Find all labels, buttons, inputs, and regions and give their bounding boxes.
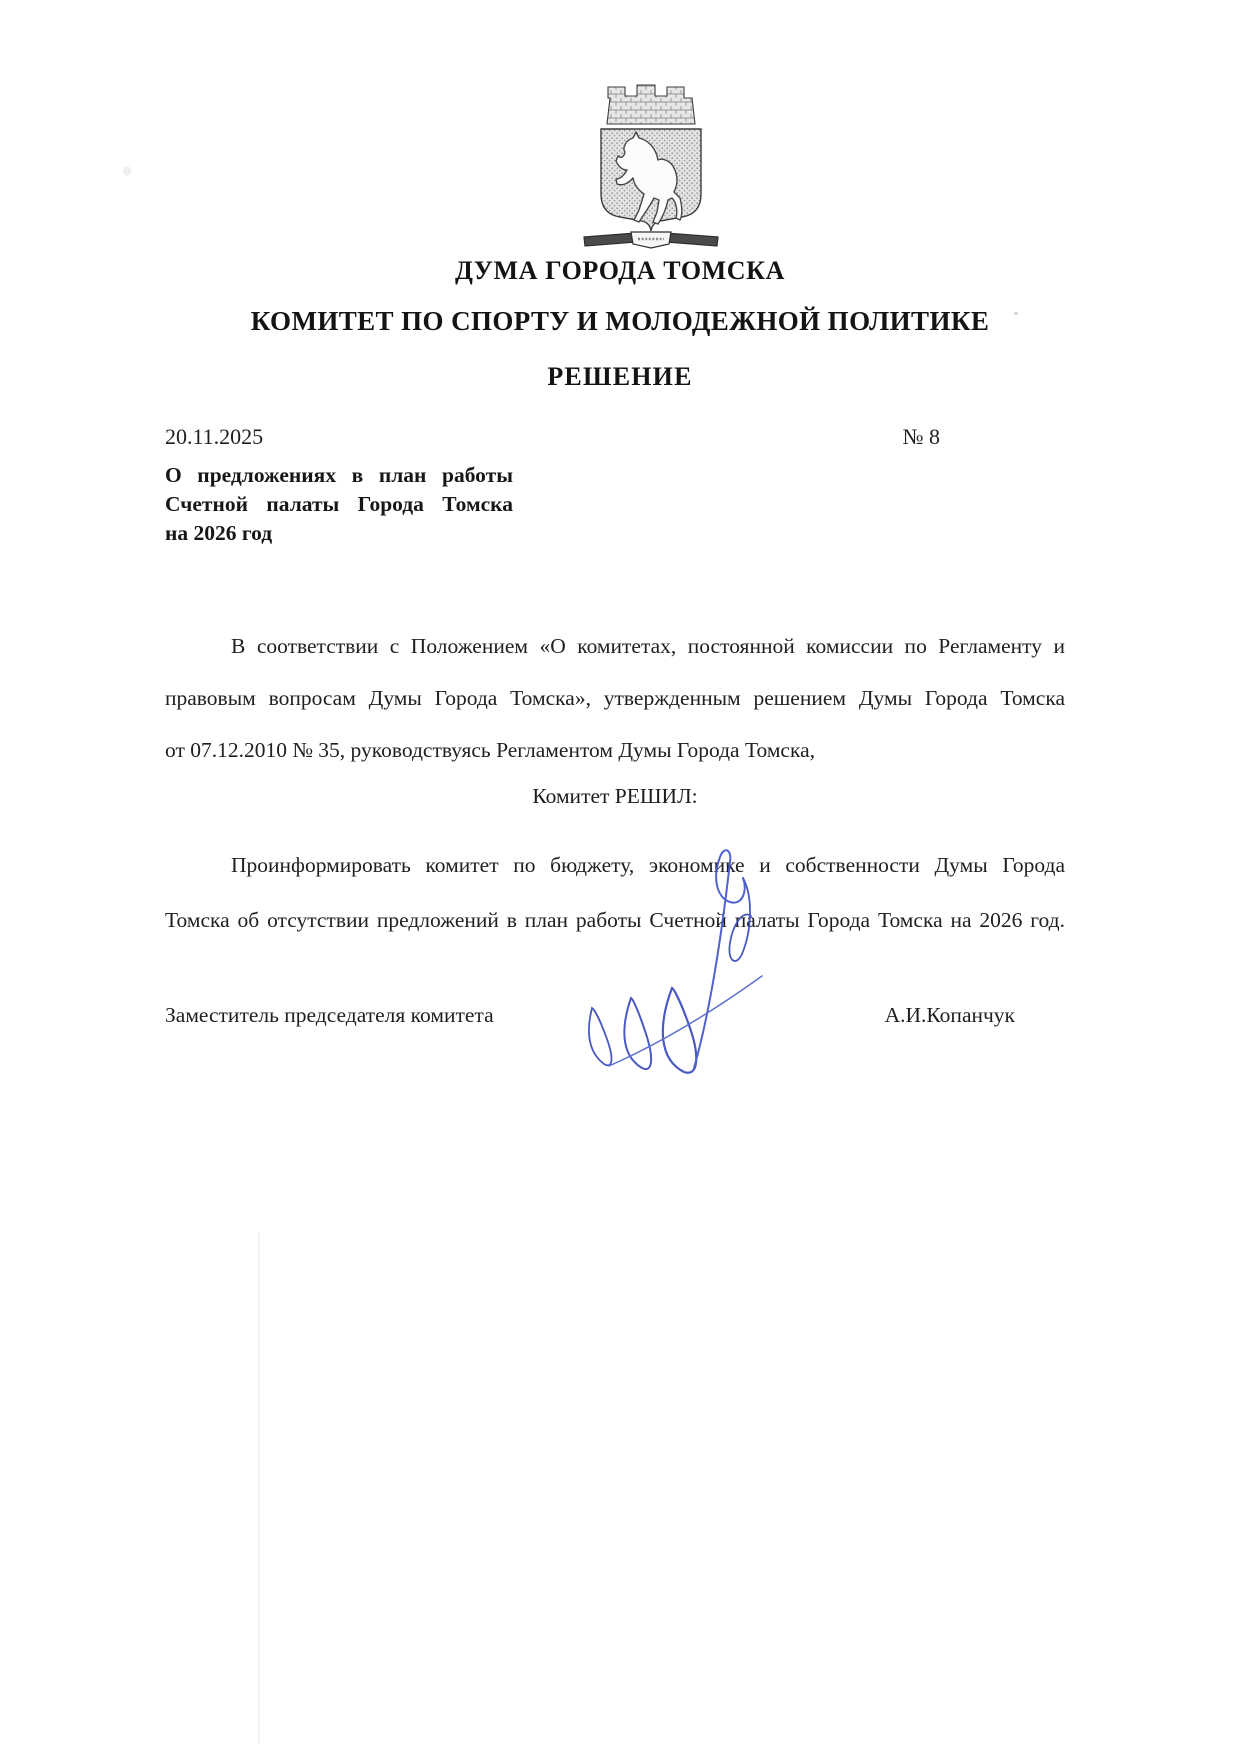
- document-number: № 8: [902, 424, 940, 449]
- scan-artifact-dot: [1014, 312, 1018, 315]
- subject-block: [165, 461, 513, 548]
- document-type-title: РЕШЕНИЕ: [547, 362, 693, 391]
- paragraph-line: правовым вопросам Думы Города Томска», утвержденным решением Думы Города Томска: [165, 686, 1065, 710]
- committee-title: КОМИТЕТ ПО СПОРТУ И МОЛОДЕЖНОЙ ПОЛИТИКЕ: [250, 306, 990, 336]
- resolution-intro: Комитет РЕШИЛ:: [532, 784, 698, 808]
- scan-artifact-line: [258, 1232, 260, 1744]
- document-date: 20.11.2025: [165, 424, 264, 449]
- body-paragraph-1: [165, 620, 1065, 776]
- tomsk-coat-of-arms-icon: [575, 82, 727, 252]
- organization-title: ДУМА ГОРОДА ТОМСКА: [454, 256, 785, 285]
- signer-position: Заместитель председателя комитета: [165, 1003, 494, 1027]
- banner-ribbon: [584, 232, 718, 248]
- mural-crown: [607, 85, 695, 124]
- paragraph-line: от 07.12.2010 № 35, руководствуясь Регламентом Думы Города Томска,: [165, 738, 816, 762]
- scan-artifact-smudge: [123, 166, 131, 176]
- handwritten-signature: [554, 836, 786, 1078]
- subject-line: на 2026 год: [165, 521, 273, 545]
- subject-line: Счетной палаты Города Томска: [165, 492, 513, 516]
- signer-name: А.И.Копанчук: [884, 1003, 1015, 1027]
- subject-line: О предложениях в план работы: [165, 463, 513, 487]
- paragraph-line: В соответствии с Положением «О комитетах, постоянной комиссии по Регламенту и: [231, 634, 1065, 658]
- paragraph-line: Томска об отсутствии предложений в план работы Счетной палаты Города Томска на 2026 год.: [165, 908, 1065, 932]
- meta-row: [165, 424, 1065, 450]
- paragraph-line: Проинформировать комитет по бюджету, экономике и собственности Думы Города: [231, 853, 1065, 877]
